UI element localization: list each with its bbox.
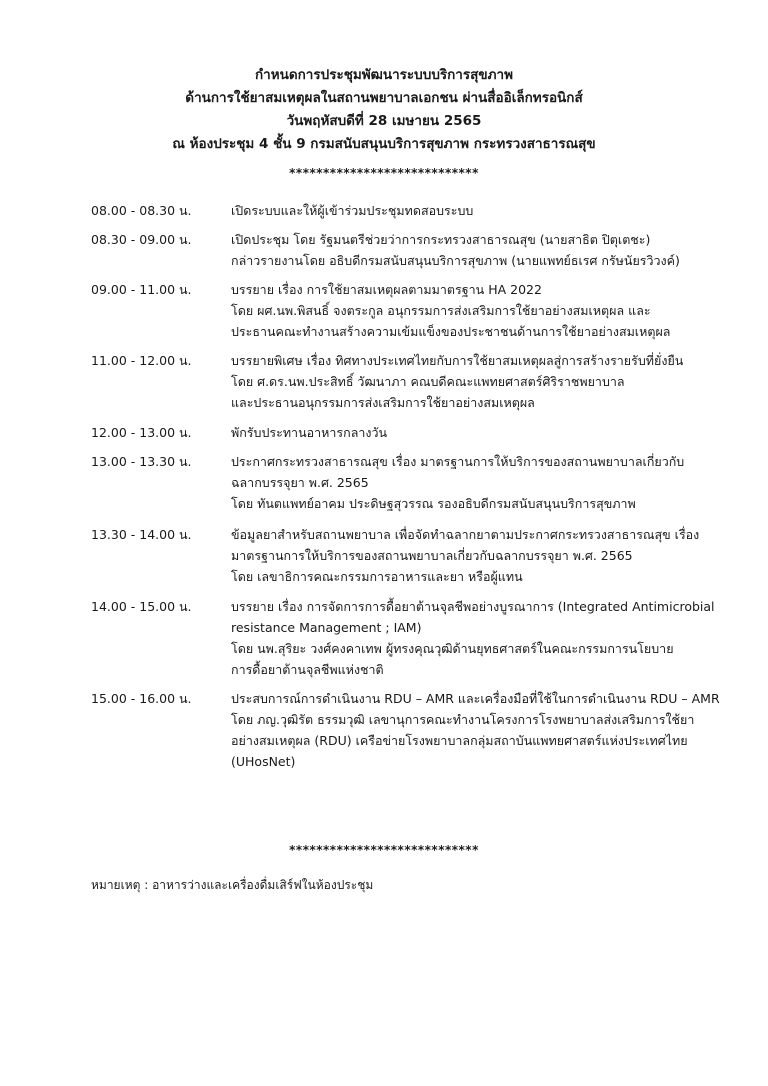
schedule-description	[231, 200, 721, 221]
separator-top: ****************************	[289, 166, 479, 180]
schedule-description	[231, 688, 721, 772]
schedule-description	[231, 451, 721, 514]
schedule-description-line: เปิดประชุม โดย รัฐมนตรีช่วยว่าการกระทรวงสาธารณสุข (นายสาธิต ปิตุเตชะ)	[231, 232, 651, 247]
schedule-row	[91, 451, 721, 514]
header-title-line-1: กำหนดการประชุมพัฒนาระบบบริการสุขภาพ	[254, 67, 513, 83]
schedule-time: 12.00 - 13.00 น.	[91, 425, 192, 440]
schedule-time: 11.00 - 12.00 น.	[91, 353, 192, 368]
schedule-description	[231, 350, 721, 413]
schedule-row	[91, 200, 721, 221]
separator-bottom: ****************************	[289, 843, 479, 857]
schedule-description	[231, 524, 721, 587]
schedule-time: 08.30 - 09.00 น.	[91, 232, 192, 247]
schedule-description-line: โดย ภญ.วุฒิรัต ธรรมวุฒิ เลขานุการคณะทำงานโครงการโรงพยาบาลส่งเสริมการใช้ยา	[231, 712, 695, 727]
schedule-time: 13.30 - 14.00 น.	[91, 527, 192, 542]
schedule-time: 15.00 - 16.00 น.	[91, 691, 192, 706]
schedule-description-line: มาตรฐานการให้บริการของสถานพยาบาลเกี่ยวกับฉลากบรรจุยา พ.ศ. 2565	[231, 548, 633, 563]
schedule-description-line: ประธานคณะทำงานสร้างความเข้มแข็งของประชาชนด้านการใช้ยาอย่างสมเหตุผล	[231, 324, 671, 339]
header-venue-line: ณ ห้องประชุม 4 ชั้น 9 กรมสนับสนุนบริการสุขภาพ กระทรวงสาธารณสุข	[172, 136, 596, 152]
schedule-description-line: และประธานอนุกรรมการส่งเสริมการใช้ยาอย่างสมเหตุผล	[231, 395, 535, 410]
document-header	[0, 64, 768, 156]
schedule-description-line: โดย ทันตแพทย์อาคม ประดิษฐสุวรรณ รองอธิบดีกรมสนับสนุนบริการสุขภาพ	[231, 496, 636, 511]
schedule-description-line: เปิดระบบและให้ผู้เข้าร่วมประชุมทดสอบระบบ	[231, 203, 474, 218]
schedule-description-line: บรรยาย เรื่อง การใช้ยาสมเหตุผลตามมาตรฐาน HA 2022	[231, 282, 542, 297]
schedule-row	[91, 229, 721, 271]
schedule-description-line: ประสบการณ์การดำเนินงาน RDU – AMR และเครื่องมือที่ใช้ในการดำเนินงาน RDU – AMR	[231, 691, 720, 706]
footnote: หมายเหตุ : อาหารว่างและเครื่องดื่มเสิร์ฟในห้องประชุม	[91, 878, 374, 892]
schedule-row	[91, 688, 721, 772]
schedule-description-line: การดื้อยาต้านจุลชีพแห่งชาติ	[231, 662, 384, 677]
schedule-description	[231, 279, 721, 342]
schedule-time: 13.00 - 13.30 น.	[91, 454, 192, 469]
schedule-description-line: ประกาศกระทรวงสาธารณสุข เรื่อง มาตรฐานการให้บริการของสถานพยาบาลเกี่ยวกับ	[231, 454, 685, 469]
schedule-table	[91, 192, 721, 772]
schedule-description-line: (UHosNet)	[231, 754, 296, 769]
schedule-row	[91, 524, 721, 587]
schedule-description-line: บรรยาย เรื่อง การจัดการการดื้อยาต้านจุลชีพอย่างบูรณาการ (Integrated Antimicrobial	[231, 599, 715, 614]
schedule-row	[91, 350, 721, 413]
schedule-time: 14.00 - 15.00 น.	[91, 599, 192, 614]
schedule-description-line: โดย ศ.ดร.นพ.ประสิทธิ์ วัฒนาภา คณบดีคณะแพทยศาสตร์ศิริราชพยาบาล	[231, 374, 625, 389]
schedule-description	[231, 422, 721, 443]
header-title-line-2: ด้านการใช้ยาสมเหตุผลในสถานพยาบาลเอกชน ผ่านสื่ออิเล็กทรอนิกส์	[185, 90, 583, 106]
schedule-description-line: บรรยายพิเศษ เรื่อง ทิศทางประเทศไทยกับการใช้ยาสมเหตุผลสู่การสร้างรายรับที่ยั่งยืน	[231, 353, 684, 368]
schedule-description-line: ฉลากบรรจุยา พ.ศ. 2565	[231, 475, 369, 490]
schedule-description-line: โดย เลขาธิการคณะกรรมการอาหารและยา หรือผู้แทน	[231, 569, 523, 584]
schedule-time: 08.00 - 08.30 น.	[91, 203, 192, 218]
schedule-description-line: resistance Management ; IAM)	[231, 620, 422, 635]
schedule-row	[91, 422, 721, 443]
schedule-description-line: พักรับประทานอาหารกลางวัน	[231, 425, 388, 440]
schedule-description-line: โดย ผศ.นพ.พิสนธิ์ จงตระกูล อนุกรรมการส่งเสริมการใช้ยาอย่างสมเหตุผล และ	[231, 303, 651, 318]
schedule-description-line: โดย นพ.สุริยะ วงศ์คงคาเทพ ผู้ทรงคุณวุฒิด้านยุทธศาสตร์ในคณะกรรมการนโยบาย	[231, 641, 674, 656]
schedule-row	[91, 279, 721, 342]
schedule-description	[231, 229, 721, 271]
schedule-description-line: กล่าวรายงานโดย อธิบดีกรมสนับสนุนบริการสุขภาพ (นายแพทย์ธเรศ กรัษนัยรวิวงค์)	[231, 253, 680, 268]
schedule-row	[91, 596, 721, 680]
header-date-line: วันพฤหัสบดีที่ 28 เมษายน 2565	[286, 113, 482, 129]
schedule-description	[231, 596, 721, 680]
schedule-time: 09.00 - 11.00 น.	[91, 282, 192, 297]
schedule-description-line: ข้อมูลยาสำหรับสถานพยาบาล เพื่อจัดทำฉลากยาตามประกาศกระทรวงสาธารณสุข เรื่อง	[231, 527, 700, 542]
schedule-description-line: อย่างสมเหตุผล (RDU) เครือข่ายโรงพยาบาลกลุ่มสถาบันแพทยศาสตร์แห่งประเทศไทย	[231, 733, 688, 748]
